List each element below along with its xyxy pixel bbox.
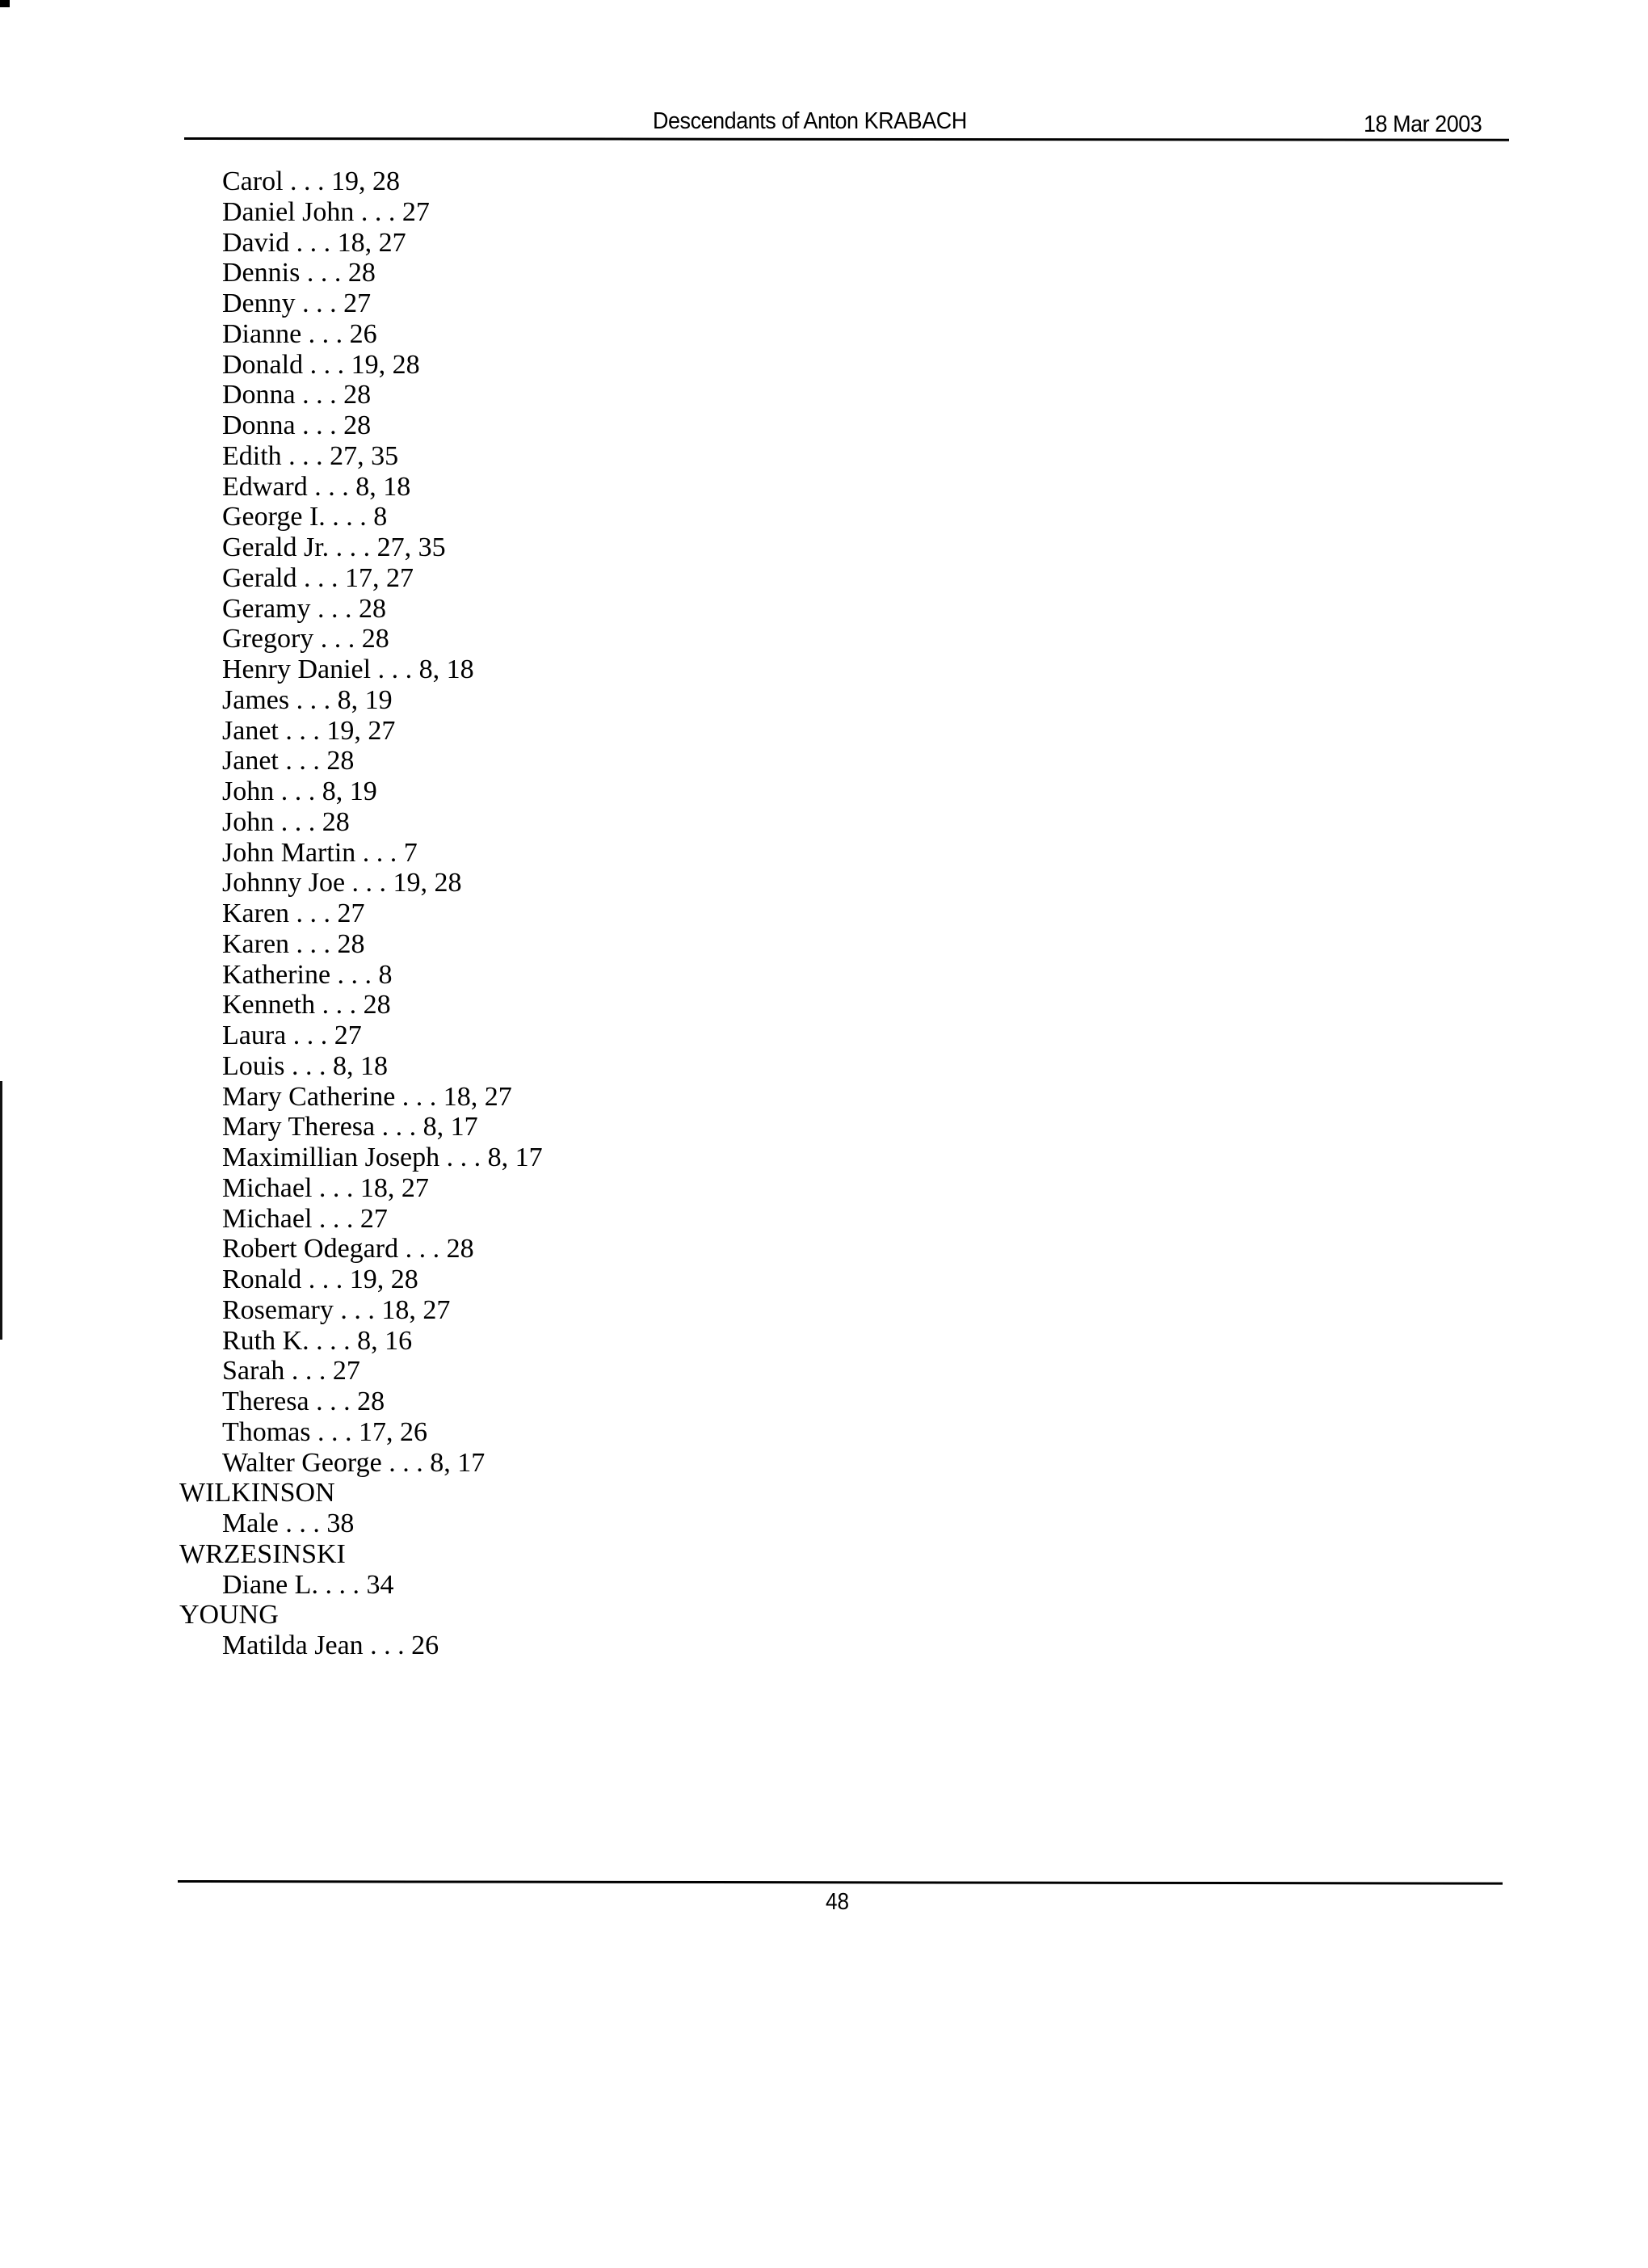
index-entry: George I. . . . 8 (222, 502, 388, 532)
index-entry: Theresa . . . 28 (222, 1386, 385, 1416)
index-entry: Sarah . . . 27 (222, 1356, 360, 1386)
index-entry: Dennis . . . 28 (222, 258, 376, 288)
index-entry: John . . . 28 (222, 806, 350, 837)
document-date: 18 Mar 2003 (1364, 112, 1482, 137)
index-entry: Donna . . . 28 (222, 380, 372, 410)
index-entry: Gerald . . . 17, 27 (222, 562, 414, 593)
index-entry: Dianne . . . 26 (222, 318, 377, 349)
index-entry: Ruth K. . . . 8, 16 (222, 1325, 413, 1356)
document-title: Descendants of Anton KRABACH (653, 108, 967, 134)
index-entry: Donna . . . 28 (222, 410, 372, 440)
index-entry: Donald . . . 19, 28 (222, 349, 420, 380)
index-entry: Johnny Joe . . . 19, 28 (222, 868, 462, 898)
index-entry: John . . . 8, 19 (222, 776, 377, 806)
index-entry: Walter George . . . 8, 17 (222, 1447, 486, 1478)
index-surname-heading: WILKINSON (179, 1478, 335, 1508)
index-entry: John Martin . . . 7 (222, 837, 418, 868)
index-entry: Edith . . . 27, 35 (222, 440, 399, 471)
index-entry: Ronald . . . 19, 28 (222, 1264, 418, 1294)
index-entry: Rosemary . . . 18, 27 (222, 1294, 451, 1325)
index-entry: Matilda Jean . . . 26 (222, 1631, 439, 1660)
index-entry: Geramy . . . 28 (222, 593, 387, 624)
index-entry: Louis . . . 8, 18 (222, 1050, 388, 1081)
index-entry: Thomas . . . 17, 26 (222, 1416, 428, 1447)
index-entry: Edward . . . 8, 18 (222, 471, 411, 502)
footer-divider (178, 1880, 1503, 1885)
index-entry: Mary Catherine . . . 18, 27 (222, 1081, 512, 1112)
header-divider (184, 137, 1509, 141)
index-entry: Laura . . . 27 (222, 1020, 362, 1050)
index-entry: Henry Daniel . . . 8, 18 (222, 654, 474, 684)
index-entry: James . . . 8, 19 (222, 684, 393, 715)
index-surname-heading: YOUNG (179, 1600, 279, 1631)
index-entry: Male . . . 38 (222, 1508, 355, 1538)
index-surname-heading: WRZESINSKI (179, 1538, 346, 1569)
name-index-list (179, 166, 543, 1661)
index-entry: Gerald Jr. . . . 27, 35 (222, 532, 446, 562)
index-entry: Carol . . . 19, 28 (222, 166, 401, 196)
index-entry: Diane L. . . . 34 (222, 1569, 394, 1600)
index-entry: Janet . . . 28 (222, 746, 355, 776)
scan-edge-artifact (0, 1081, 2, 1340)
index-entry: Kenneth . . . 28 (222, 990, 391, 1020)
index-entry: Michael . . . 27 (222, 1203, 388, 1234)
scan-corner-mark (0, 0, 10, 7)
index-entry: Gregory . . . 28 (222, 624, 389, 654)
index-entry: Daniel John . . . 27 (222, 196, 430, 227)
index-entry: Karen . . . 28 (222, 928, 365, 959)
index-entry: Maximillian Joseph . . . 8, 17 (222, 1142, 543, 1172)
index-entry: Katherine . . . 8 (222, 959, 393, 990)
index-entry: Mary Theresa . . . 8, 17 (222, 1112, 478, 1142)
index-entry: Michael . . . 18, 27 (222, 1172, 429, 1203)
index-entry: Robert Odegard . . . 28 (222, 1234, 474, 1264)
index-entry: David . . . 18, 27 (222, 227, 406, 258)
index-entry: Denny . . . 27 (222, 288, 372, 318)
page-number: 48 (826, 1889, 850, 1915)
index-entry: Janet . . . 19, 27 (222, 715, 396, 746)
index-entry: Karen . . . 27 (222, 898, 365, 928)
